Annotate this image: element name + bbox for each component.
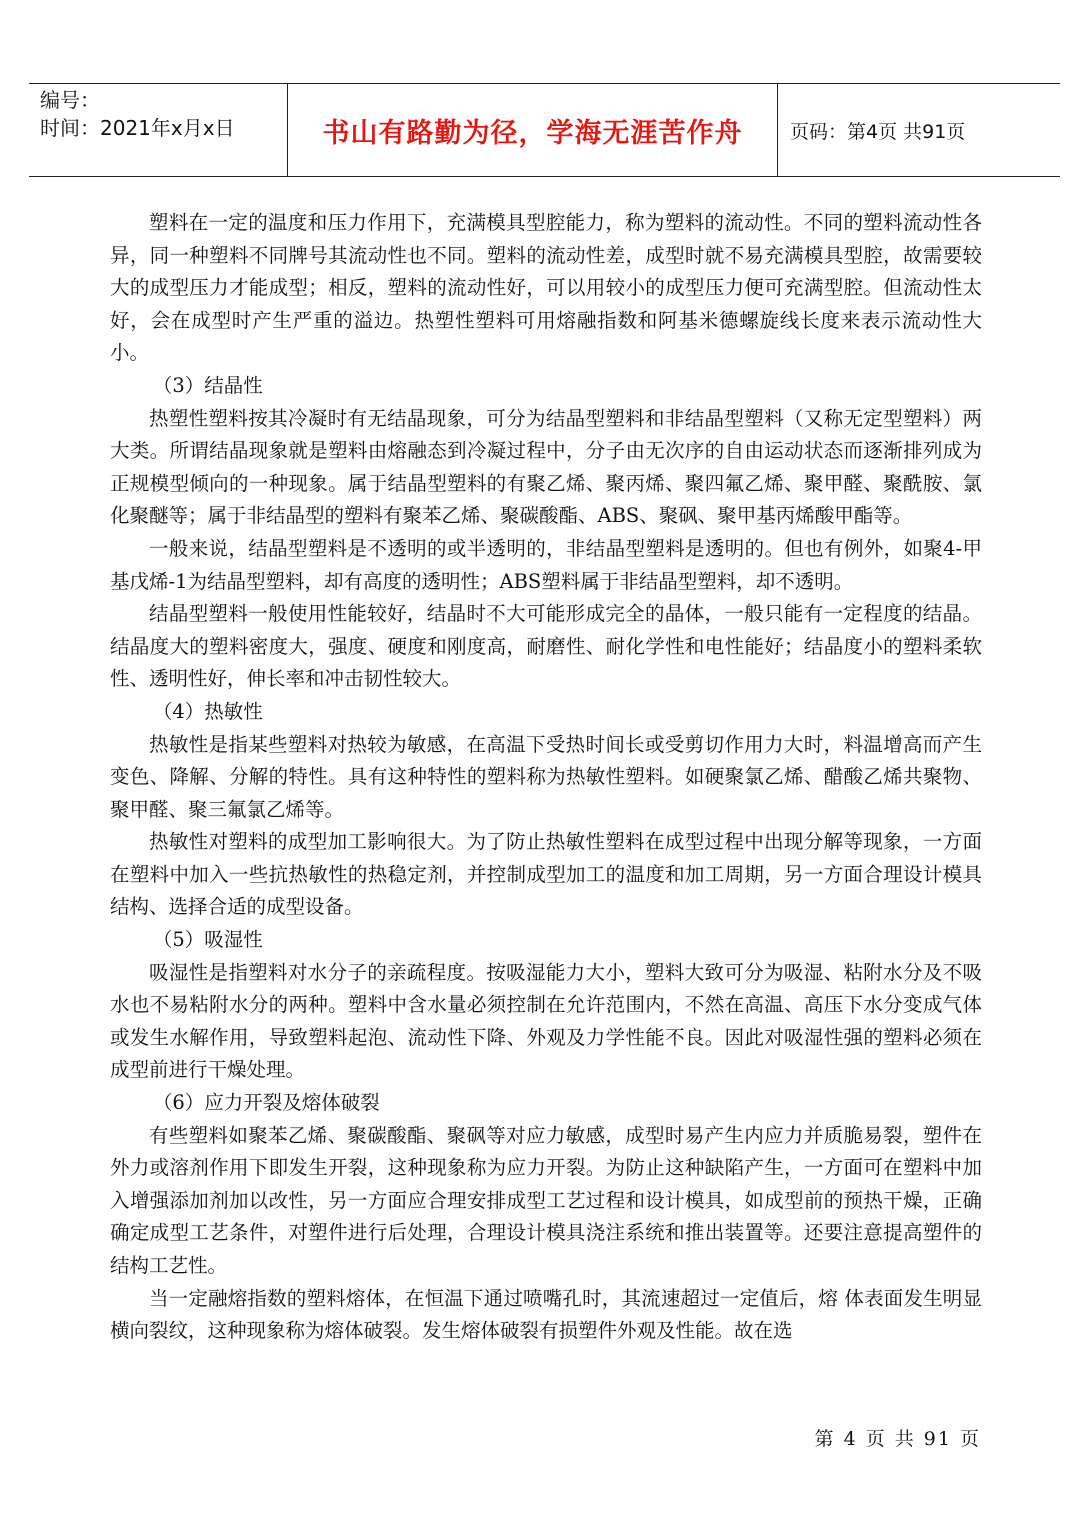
section-heading: （5）吸湿性: [152, 928, 263, 952]
body-paragraph: 吸湿性是指塑料对水分子的亲疏程度。按吸湿能力大小，塑料大致可分为吸湿、粘附水分及不吸水也不易粘附水分的两种。塑料中含水量必须控制在允许范围内，不然在高温、高压下水分变成气体或发生水解作用，导致塑料起泡、流动性下降、外观及力学性能不良。因此对吸湿性强的塑料必须在成型前进行干燥处理。: [110, 960, 982, 1082]
body-paragraph: 热敏性是指某些塑料对热较为敏感，在高温下受热时间长或受剪切作用力大时，料温增高而产生变色、降解、分解的特性。具有这种特性的塑料称为热敏性塑料。如硬聚氯乙烯、醋酸乙烯共聚物、聚甲醛、聚三氟氯乙烯等。: [110, 732, 982, 821]
body-paragraph: 热塑性塑料按其冷凝时有无结晶现象，可分为结晶型塑料和非结晶型塑料（又称无定型塑料）两大类。所谓结晶现象就是塑料由熔融态到冷凝过程中，分子由无次序的自由运动状态而逐渐排列成为正规模型倾向的一种现象。属于结晶型塑料的有聚乙烯、聚丙烯、聚四氟乙烯、聚甲醛、聚酰胺、氯化聚醚等；属于非结晶型的塑料有聚苯乙烯、聚碳酸酯、ABS、聚砜、聚甲基丙烯酸甲酯等。: [110, 406, 982, 528]
body-paragraph: 有些塑料如聚苯乙烯、聚碳酸酯、聚砜等对应力敏感，成型时易产生内应力并质脆易裂，塑件在外力或溶剂作用下即发生开裂，这种现象称为应力开裂。为防止这种缺陷产生，一方面可在塑料中加入增强添加剂加以改性，另一方面应合理安排成型工艺过程和设计模具，如成型前的预热干燥，正确确定成型工艺条件，对塑件进行后处理，合理设计模具浇注系统和推出装置等。还要注意提高塑件的结构工艺性。: [110, 1123, 982, 1277]
document-body: [110, 207, 982, 1348]
page-info: 页码：第4页 共91页: [790, 120, 966, 143]
page-footer: 第 4 页 共 91 页: [814, 1428, 981, 1450]
body-paragraph: 一般来说，结晶型塑料是不透明的或半透明的，非结晶型塑料是透明的。但也有例外，如聚4-甲基戊烯-1为结晶型塑料，却有高度的透明性；ABS塑料属于非结晶型塑料，却不透明。: [110, 536, 982, 593]
page-header: [29, 83, 1060, 177]
header-motto-cell: [288, 84, 778, 176]
section-heading: （6）应力开裂及熔体破裂: [152, 1091, 380, 1115]
motto: 书山有路勤为径，学海无涯苦作舟: [322, 117, 743, 149]
body-paragraph: 当一定融熔指数的塑料熔体，在恒温下通过喷嘴孔时，其流速超过一定值后，熔 体表面发生明显横向裂纹，这种现象称为熔体破裂。发生熔体破裂有损塑件外观及性能。故在选: [110, 1286, 982, 1343]
header-meta: [29, 84, 288, 176]
section-heading: （4）热敏性: [152, 699, 263, 723]
body-paragraph: 热敏性对塑料的成型加工影响很大。为了防止热敏性塑料在成型过程中出现分解等现象，一方面在塑料中加入一些抗热敏性的热稳定剂，并控制成型加工的温度和加工周期，另一方面合理设计模具结构、选择合适的成型设备。: [110, 830, 982, 919]
body-paragraph: 结晶型塑料一般使用性能较好，结晶时不大可能形成完全的晶体，一般只能有一定程度的结晶。结晶度大的塑料密度大，强度、硬度和刚度高，耐磨性、耐化学性和电性能好；结晶度小的塑料柔软性、透明性好，伸长率和冲击韧性较大。: [110, 602, 982, 691]
header-page-info-cell: [778, 84, 1060, 176]
document-number-label: 编号：: [40, 88, 100, 112]
document-date: 时间：2021年x月x日: [40, 116, 235, 140]
body-paragraph: 塑料在一定的温度和压力作用下，充满模具型腔能力，称为塑料的流动性。不同的塑料流动性各异，同一种塑料不同牌号其流动性也不同。塑料的流动性差，成型时就不易充满模具型腔，故需要较大的成型压力才能成型；相反，塑料的流动性好，可以用较小的成型压力便可充满型腔。但流动性太好，会在成型时产生严重的溢边。热塑性塑料可用熔融指数和阿基米德螺旋线长度来表示流动性大小。: [110, 211, 982, 365]
section-heading: （3）结晶性: [152, 373, 263, 397]
